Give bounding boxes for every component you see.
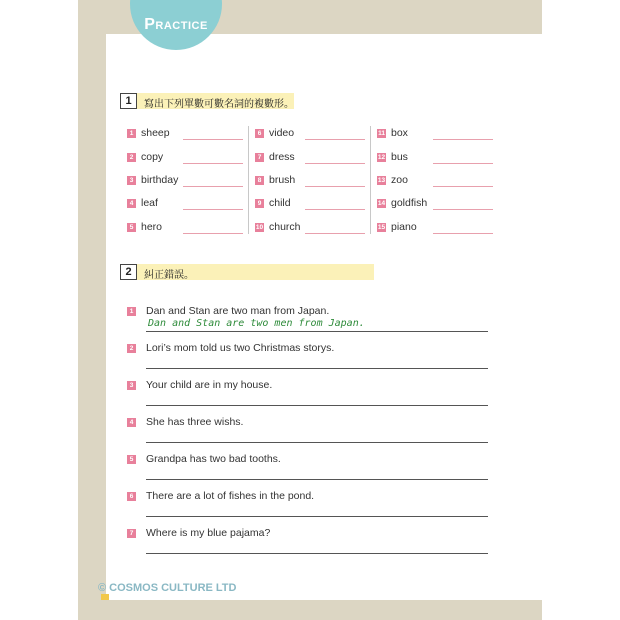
answer-line[interactable]	[433, 139, 493, 140]
word-item: 10 church	[255, 221, 365, 237]
answer-line[interactable]	[146, 553, 488, 554]
answer-line[interactable]	[305, 209, 365, 210]
answer-line[interactable]	[146, 479, 488, 480]
answer-line[interactable]	[433, 209, 493, 210]
section2-number: 2	[120, 264, 137, 280]
word-item: 13 zoo	[377, 174, 493, 190]
answer-line[interactable]	[433, 163, 493, 164]
column-divider	[248, 126, 249, 234]
column-divider	[370, 126, 371, 234]
copyright-footer: © COSMOS CULTURE LTD	[98, 582, 237, 594]
word-item: 3 birthday	[127, 174, 243, 190]
example-answer: Dan and Stan are two men from Japan.	[148, 318, 365, 329]
section2-header	[120, 264, 374, 280]
section1-number: 1	[120, 93, 137, 109]
section1-header	[120, 93, 294, 109]
word-item: 11 box	[377, 127, 493, 143]
answer-line[interactable]	[305, 163, 365, 164]
answer-line[interactable]	[433, 233, 493, 234]
word-item: 8 brush	[255, 174, 365, 190]
answer-line[interactable]	[305, 233, 365, 234]
word-item: 9 child	[255, 197, 365, 213]
bottom-strip	[78, 600, 542, 620]
answer-line[interactable]	[146, 442, 488, 443]
section1-title: 寫出下列單數可數名詞的複數形。	[144, 99, 294, 110]
answer-line[interactable]	[183, 209, 243, 210]
word-item: 6 video	[255, 127, 365, 143]
answer-line[interactable]	[183, 186, 243, 187]
answer-line[interactable]	[146, 331, 488, 332]
page-marker	[101, 594, 109, 600]
answer-line[interactable]	[433, 186, 493, 187]
word-item: 7 dress	[255, 151, 365, 167]
word-item: 5 hero	[127, 221, 243, 237]
answer-line[interactable]	[146, 368, 488, 369]
practice-title: Practice	[144, 16, 208, 33]
answer-line[interactable]	[183, 139, 243, 140]
word-item: 14 goldfish	[377, 197, 493, 213]
answer-line[interactable]	[146, 405, 488, 406]
answer-line[interactable]	[146, 516, 488, 517]
answer-line[interactable]	[305, 186, 365, 187]
answer-line[interactable]	[305, 139, 365, 140]
word-item: 2 copy	[127, 151, 243, 167]
word-item: 12 bus	[377, 151, 493, 167]
word-item: 1 sheep	[127, 127, 243, 143]
section2-title: 糾正錯誤。	[144, 270, 194, 281]
answer-line[interactable]	[183, 163, 243, 164]
word-item: 15 piano	[377, 221, 493, 237]
word-item: 4 leaf	[127, 197, 243, 213]
answer-line[interactable]	[183, 233, 243, 234]
